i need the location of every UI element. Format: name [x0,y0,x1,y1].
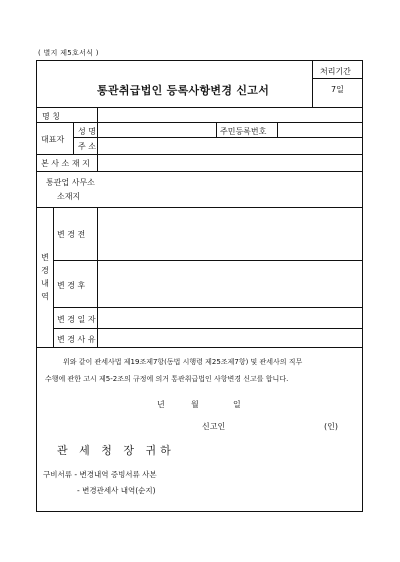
rep-address-field[interactable] [99,138,361,153]
processing-box-border [312,61,313,107]
broker-office-label-1: 통관업 사무소 [46,178,95,187]
reporter-seal: (인) [324,422,338,431]
col-rule [97,122,98,154]
processing-value: 7일 [331,85,344,94]
resident-no-field[interactable] [279,123,361,136]
company-name-label: 명 칭 [42,112,60,121]
form-title: 통관취급법인 등록사항변경 신고서 [97,84,270,97]
rep-address-label: 주 소 [78,142,96,151]
rep-name-label: 성 명 [78,127,96,136]
head-office-label: 본 사 소 재 지 [41,159,90,168]
resident-no-label: 주민등록번호 [220,127,267,136]
representative-label: 대표자 [41,135,65,144]
after-field[interactable] [99,261,361,306]
before-field[interactable] [99,208,361,259]
reporter-label: 신고인 [202,422,226,431]
change-reason-label: 변 경 사 유 [57,335,96,344]
col-rule [277,122,278,137]
head-office-field[interactable] [99,155,361,170]
col-rule [216,122,217,137]
before-label: 변 경 전 [57,230,86,239]
date-month: 월 [191,400,199,409]
col-rule [73,122,74,154]
broker-office-field[interactable] [99,172,361,206]
statement-line-2: 수행에 관한 고시 제5-2조의 규정에 의거 통관취급법인 사항변경 신고를 합니다. [45,375,289,383]
attachments-line-2: - 변경관세사 내역(순지) [77,486,156,495]
change-date-field[interactable] [99,308,361,327]
company-name-field[interactable] [99,108,361,121]
processing-label: 처리기간 [320,67,351,76]
change-details-label: 변 경 내 역 [41,253,49,301]
reporter-field[interactable] [227,417,317,431]
date-day: 일 [233,400,241,409]
date-year: 년 [157,400,165,409]
broker-office-label-2: 소재지 [57,192,81,201]
processing-divider [312,78,363,79]
col-rule [97,107,98,122]
change-date-label: 변 경 일 자 [57,315,96,324]
change-reason-field[interactable] [99,329,361,346]
col-rule [53,207,54,347]
row-rule [37,347,362,348]
form-number: ( 별지 제5호서식 ) [38,49,99,57]
addressee: 관 세 청 장 귀하 [57,444,175,457]
statement-line-1: 위와 같이 관세사법 제19조제7항(동법 시행령 제25조제7항) 및 관세사의 직무 [63,358,303,366]
attachments-line-1: 구비서류 - 변경내역 증빙서류 사본 [43,470,157,479]
after-label: 변 경 후 [57,281,86,290]
rep-name-field[interactable] [99,123,215,136]
col-rule [97,154,98,171]
form-frame [36,60,363,512]
col-rule [97,207,98,347]
